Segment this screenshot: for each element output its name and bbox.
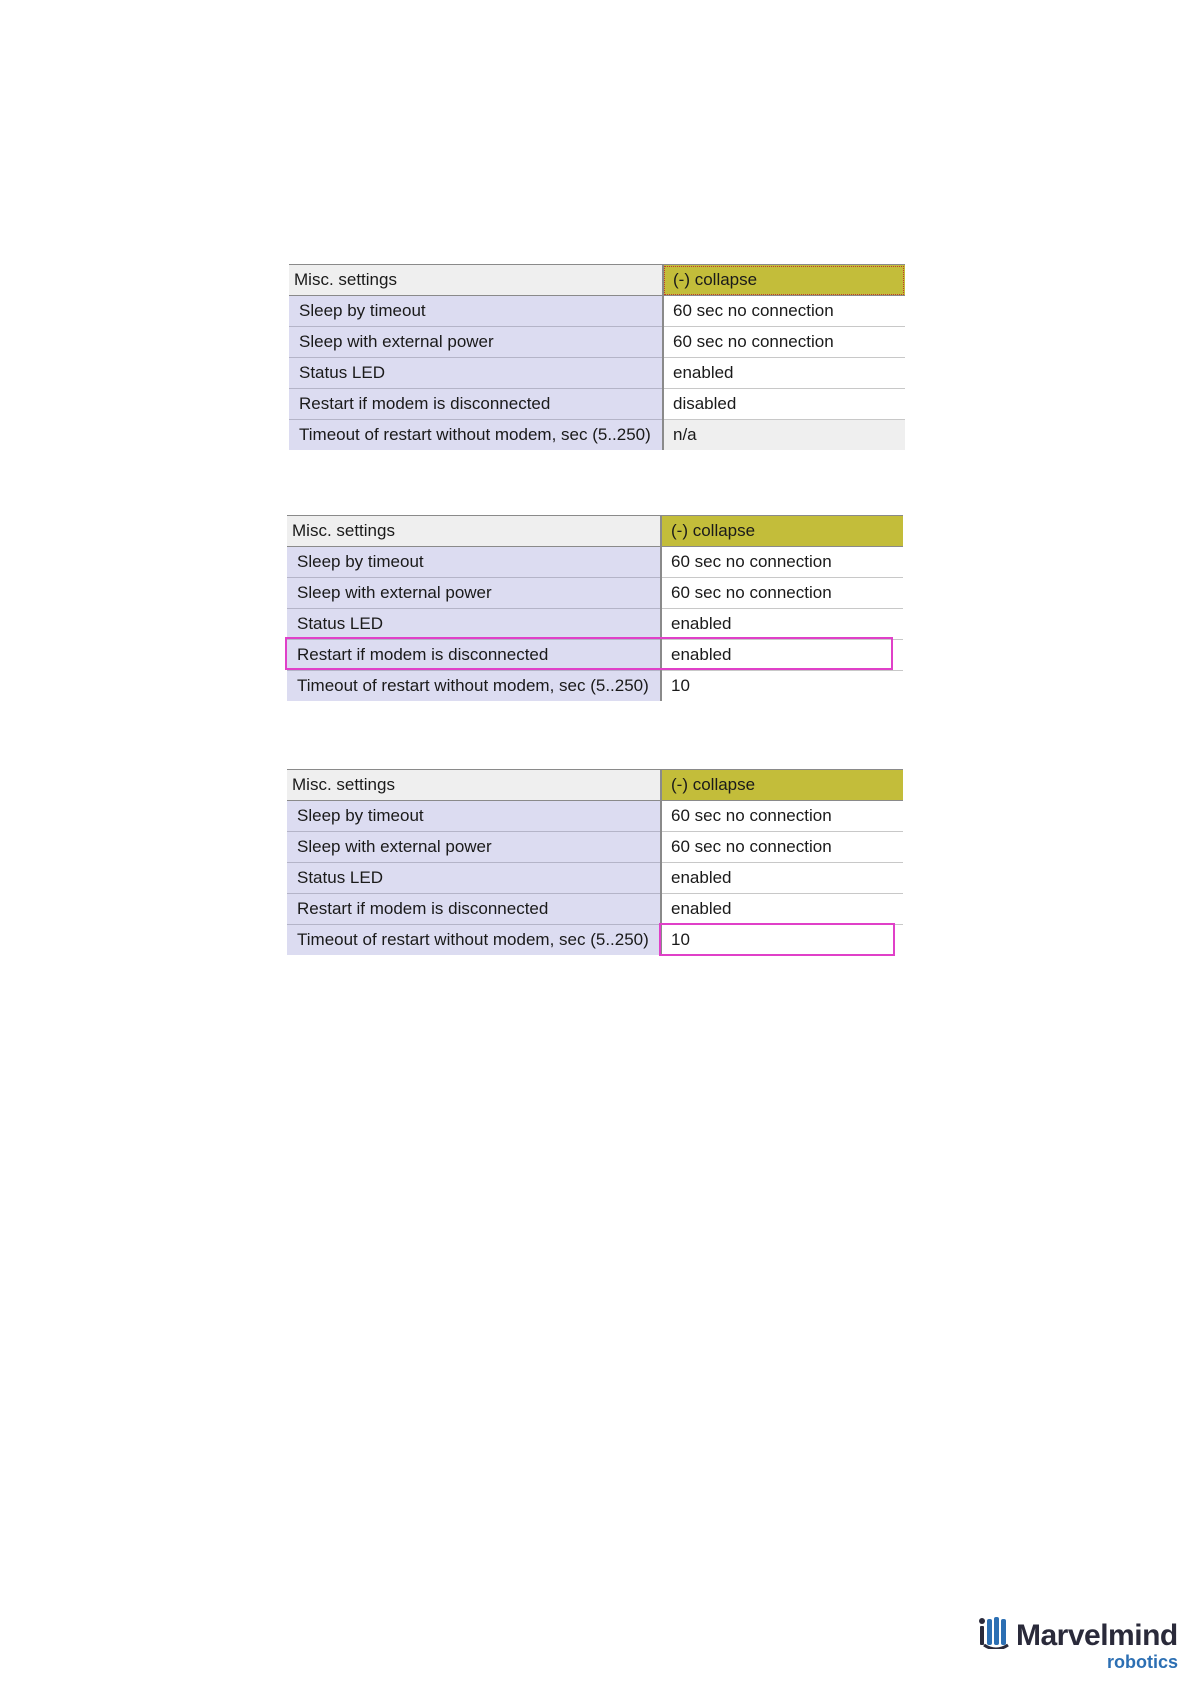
setting-label: Restart if modem is disconnected <box>287 640 661 671</box>
settings-row[interactable] <box>289 420 905 451</box>
setting-value[interactable]: disabled <box>663 389 905 420</box>
settings-header-label: Misc. settings <box>287 770 661 801</box>
collapse-toggle[interactable]: (-) collapse <box>663 265 905 296</box>
settings-row[interactable] <box>287 863 903 894</box>
settings-header-label: Misc. settings <box>287 516 661 547</box>
setting-value[interactable]: 10 <box>661 925 903 956</box>
settings-row[interactable] <box>287 640 903 671</box>
setting-label: Status LED <box>287 609 661 640</box>
marvelmind-mark-icon <box>978 1615 1014 1649</box>
setting-label: Sleep with external power <box>289 327 663 358</box>
setting-value[interactable]: 60 sec no connection <box>661 832 903 863</box>
logo-name: Marvelmind <box>1016 1619 1178 1652</box>
settings-row[interactable] <box>287 609 903 640</box>
settings-row[interactable] <box>287 925 903 956</box>
settings-header-row <box>289 265 905 296</box>
settings-row[interactable] <box>289 389 905 420</box>
setting-label: Restart if modem is disconnected <box>287 894 661 925</box>
setting-value[interactable]: 10 <box>661 671 903 702</box>
settings-header-row <box>287 516 903 547</box>
settings-row[interactable] <box>287 547 903 578</box>
settings-row[interactable] <box>287 801 903 832</box>
setting-label: Status LED <box>287 863 661 894</box>
setting-label: Timeout of restart without modem, sec (5..250) <box>287 925 661 956</box>
settings-row[interactable] <box>289 358 905 389</box>
setting-label: Sleep with external power <box>287 832 661 863</box>
settings-header-label: Misc. settings <box>289 265 663 296</box>
settings-row[interactable] <box>287 578 903 609</box>
settings-row[interactable] <box>289 296 905 327</box>
setting-label: Restart if modem is disconnected <box>289 389 663 420</box>
setting-value[interactable]: 60 sec no connection <box>661 547 903 578</box>
setting-label: Sleep by timeout <box>289 296 663 327</box>
setting-value[interactable]: enabled <box>663 358 905 389</box>
setting-value[interactable]: enabled <box>661 640 903 671</box>
marvelmind-logo <box>978 1615 1178 1673</box>
setting-value[interactable]: enabled <box>661 863 903 894</box>
setting-value[interactable]: 60 sec no connection <box>663 327 905 358</box>
setting-label: Status LED <box>289 358 663 389</box>
settings-table-2 <box>287 515 903 701</box>
settings-table-1 <box>289 264 905 450</box>
setting-label: Timeout of restart without modem, sec (5..250) <box>287 671 661 702</box>
setting-value[interactable]: 60 sec no connection <box>661 578 903 609</box>
logo-subtitle: robotics <box>1106 1652 1178 1672</box>
setting-value[interactable]: enabled <box>661 609 903 640</box>
settings-row[interactable] <box>287 671 903 702</box>
settings-header-row <box>287 770 903 801</box>
setting-label: Timeout of restart without modem, sec (5..250) <box>289 420 663 451</box>
settings-row[interactable] <box>289 327 905 358</box>
settings-row[interactable] <box>287 832 903 863</box>
settings-table-3 <box>287 769 903 955</box>
setting-label: Sleep by timeout <box>287 801 661 832</box>
setting-value: n/a <box>663 420 905 451</box>
collapse-toggle[interactable]: (-) collapse <box>661 516 903 547</box>
setting-value[interactable]: 60 sec no connection <box>661 801 903 832</box>
setting-label: Sleep with external power <box>287 578 661 609</box>
settings-row[interactable] <box>287 894 903 925</box>
setting-value[interactable]: enabled <box>661 894 903 925</box>
setting-value[interactable]: 60 sec no connection <box>663 296 905 327</box>
collapse-toggle[interactable]: (-) collapse <box>661 770 903 801</box>
setting-label: Sleep by timeout <box>287 547 661 578</box>
